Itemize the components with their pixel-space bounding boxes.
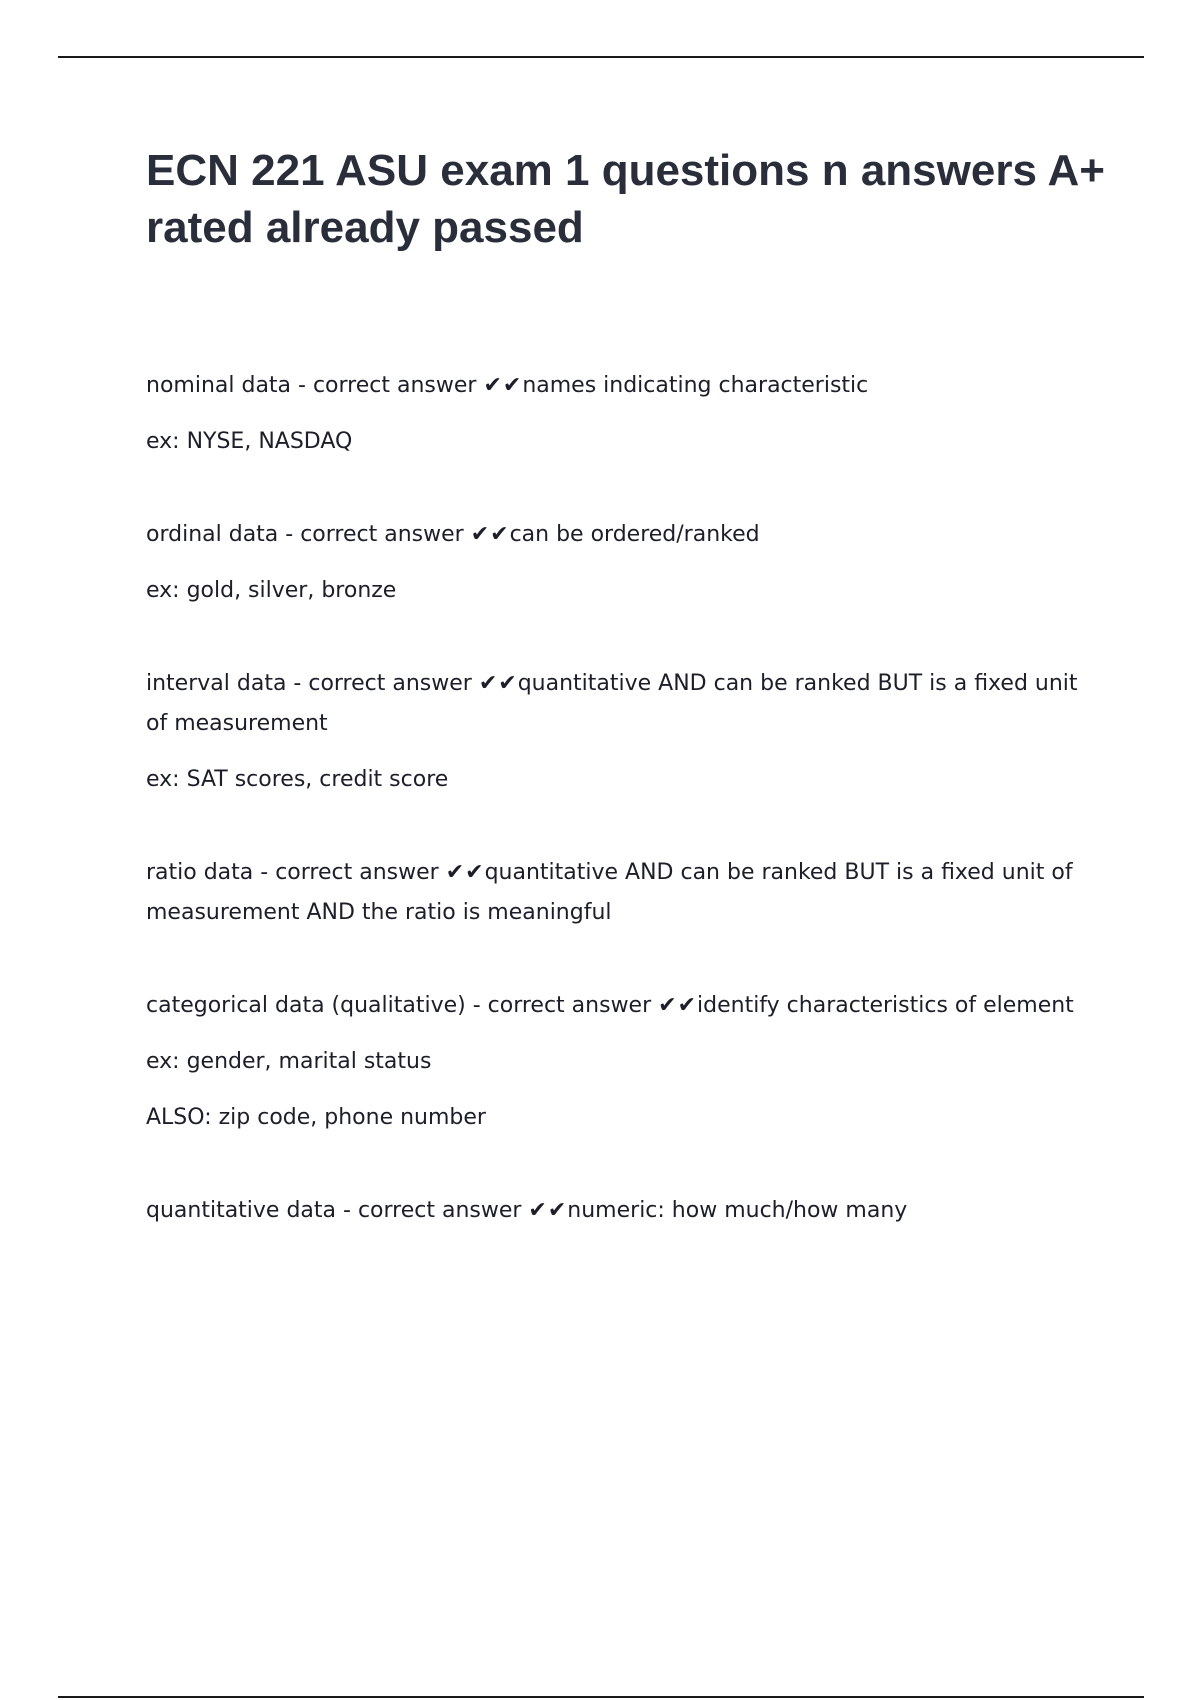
answer-text: quantitative AND can be ranked BUT is a fixed unit of measurement AND the ratio is meaningful	[146, 860, 1073, 925]
term-text: interval data - correct answer	[146, 671, 479, 696]
qa-question	[146, 366, 1086, 406]
qa-question	[146, 515, 1086, 555]
term-text: categorical data (qualitative) - correct answer	[146, 993, 659, 1018]
example-note: ex: gender, marital status	[146, 1049, 432, 1074]
double-check-icon: ✔✔	[470, 522, 510, 547]
also-note: ALSO: zip code, phone number	[146, 1105, 486, 1130]
example-note: ex: NYSE, NASDAQ	[146, 429, 353, 454]
answer-text: quantitative AND can be ranked BUT is a fixed unit of measurement	[146, 671, 1078, 736]
qa-question	[146, 664, 1086, 744]
double-check-icon: ✔✔	[445, 860, 485, 885]
double-check-icon: ✔✔	[478, 671, 518, 696]
qa-question	[146, 1191, 1086, 1231]
qa-entry-ratio	[146, 853, 1086, 933]
document-title: ECN 221 ASU exam 1 questions n answers A+ rated already passed	[146, 146, 1105, 252]
qa-entry-ordinal	[146, 515, 1086, 611]
term-text: ratio data - correct answer	[146, 860, 446, 885]
qa-list	[146, 366, 1086, 1284]
double-check-icon: ✔✔	[483, 373, 523, 398]
term-text: ordinal data - correct answer	[146, 522, 471, 547]
qa-entry-nominal	[146, 366, 1086, 462]
bottom-rule	[58, 1696, 1144, 1698]
term-text: nominal data - correct answer	[146, 373, 484, 398]
double-check-icon: ✔✔	[658, 993, 698, 1018]
answer-text: can be ordered/ranked	[509, 522, 760, 547]
qa-entry-interval	[146, 664, 1086, 800]
top-rule	[58, 56, 1144, 58]
qa-entry-categorical	[146, 986, 1086, 1138]
double-check-icon: ✔✔	[528, 1198, 568, 1223]
answer-text: names indicating characteristic	[522, 373, 869, 398]
term-text: quantitative data - correct answer	[146, 1198, 529, 1223]
example-note: ex: SAT scores, credit score	[146, 767, 449, 792]
qa-entry-quantitative	[146, 1191, 1086, 1231]
qa-question	[146, 986, 1086, 1026]
answer-text: numeric: how much/how many	[567, 1198, 908, 1223]
example-note: ex: gold, silver, bronze	[146, 578, 397, 603]
answer-text: identify characteristics of element	[697, 993, 1074, 1018]
qa-question	[146, 853, 1086, 933]
